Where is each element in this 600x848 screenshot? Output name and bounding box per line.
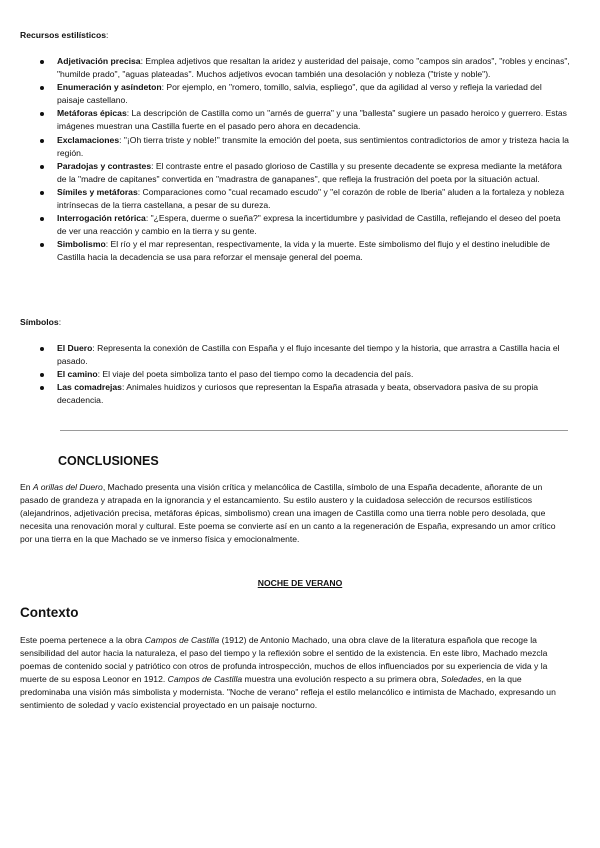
contexto-heading: Contexto: [20, 605, 79, 620]
list-item-paradojas: [40, 160, 570, 186]
item-term: Exclamaciones: [57, 134, 120, 145]
item-term: Las comadrejas: [57, 382, 122, 393]
simbolos-heading: Símbolos:: [20, 317, 62, 327]
item-term: El Duero: [57, 343, 93, 353]
conclusiones-paragraph: En A orillas del Duero, Machado presenta una visión crítica y melancólica de Castilla, símbolo de una España decadente, añorante de un pasado de grandeza y atrapada en la ignorancia y el estancamiento. Su estilo austero y la cuidadosa selección de recursos estilísticos (alejandrinos, adjetivación precisa, metáforas épicas, simbolismo) crean una imagen de Castilla como una tierra noble pero desolada, que necesita una renovación moral y cultural. Este poema se convierte así en un canto a la regeneración de España, expresando un amor crítico por una tierra en la que Machado se ve inmerso física y emocionalmente.: [20, 482, 556, 545]
list-item-duero: [40, 342, 570, 368]
item-text: : El viaje del poeta simboliza tanto el paso del tiempo como la decadencia del país.: [97, 369, 414, 380]
recursos-heading: Recursos estilísticos:: [20, 30, 109, 40]
item-text: : El río y el mar representan, respectivamente, la vida y la muerte. Este simbolismo del flujo y el destino ineludible de Castilla hacia la decadencia se usa para reforzar el mensaje general del poema.: [57, 239, 550, 263]
item-term: Metáforas épicas: [57, 108, 127, 119]
simbolos-list: [40, 342, 570, 407]
item-term: Interrogación retórica: [57, 213, 146, 224]
item-term: Paradojas y contrastes: [57, 160, 152, 171]
item-text: : Representa la conexión de Castilla con España y el flujo incesante del tiempo y la historia, que arrastra a Castilla hacia el pasado.: [57, 343, 560, 367]
list-item-simbolismo: [40, 238, 570, 264]
item-text: : La descripción de Castilla como un "arnés de guerra" y una "ballesta" sugiere un pasado heroico y guerrero. Estas imágenes muestran una Castilla fuerte en el pasado pero ahora en decadencia.: [57, 108, 567, 132]
item-text: : Por ejemplo, en "romero, tomillo, salvia, espliego", que da agilidad al verso y refleja la variedad del paisaje castellano.: [57, 82, 542, 106]
item-text: : El contraste entre el pasado glorioso de Castilla y su presente decadente se expresa mediante la metáfora de la "madre de capitanes" convertida en "madrastra de ganapanes", que refleja la frustración del poeta por la situación actual.: [57, 160, 562, 184]
item-term: Simbolismo: [57, 239, 106, 250]
item-term: Adjetivación precisa: [57, 56, 141, 66]
list-item-adjetivacion: [40, 55, 570, 81]
conclusiones-heading: CONCLUSIONES: [58, 454, 159, 468]
list-item-similes: [40, 186, 570, 212]
noche-de-verano-title: NOCHE DE VERANO: [257, 578, 343, 588]
item-term: Enumeración y asíndeton: [57, 82, 162, 93]
list-item-enumeracion: [40, 81, 570, 107]
item-text: : Comparaciones como "cual recamado escudo" y "el corazón de roble de Iberia" aluden a la fortaleza y nobleza intrínsecas de la tierra castellana, a pesar de su dureza.: [57, 186, 565, 211]
item-text: : Emplea adjetivos que resaltan la aridez y austeridad del paisaje, como "campos sin arados", "robles y encinas", "humilde prado", "aguas plateadas". Muchos adjetivos evocan también una desolación y nobleza ("triste y noble").: [57, 56, 570, 80]
item-text: : Animales huidizos y curiosos que representan la España atrasada y beata, observadora pasiva de su propia decadencia.: [57, 382, 539, 406]
list-item-comadrejas: [40, 381, 570, 407]
item-term: Símiles y metáforas: [57, 186, 138, 197]
item-text: : "¿Espera, duerme o sueña?" expresa la incertidumbre y pasividad de Castilla, reflejando el deseo del poeta de ver una reacción y cambio en la tierra y su gente.: [57, 213, 561, 237]
item-text: : "¡Oh tierra triste y noble!" transmite la emoción del poeta, sus sentimientos contradictorios de amor y tristeza hacia la región.: [57, 134, 569, 158]
horizontal-divider: [60, 430, 568, 431]
item-term: El camino: [57, 369, 98, 380]
list-item-camino: [40, 368, 570, 381]
recursos-list: [40, 55, 570, 265]
list-item-exclamaciones: [40, 134, 570, 160]
list-item-metaforas-epicas: [40, 107, 570, 133]
list-item-interrogacion: [40, 212, 570, 238]
contexto-paragraph: Este poema pertenece a la obra Campos de Castilla (1912) de Antonio Machado, una obra clave de la literatura española que recoge la sensibilidad del autor hacia la naturaleza, el paso del tiempo y la reflexión sobre el sentido de la existencia. En este libro, Machado mezcla poemas de contenido social y patriótico con otros de profunda introspección, muchos de ellos influenciados por su experiencia de vida y la muerte de su esposa Leonor en 1912. Campos de Castilla muestra una evolución respecto a su primera obra, Soledades, en la que predominaba una visión más simbolista y modernista. "Noche de verano" refleja el estilo melancólico e intimista de Machado, expresando un sentimiento de soledad y vacío existencial proyectado en un paisaje nocturno.: [20, 635, 556, 711]
